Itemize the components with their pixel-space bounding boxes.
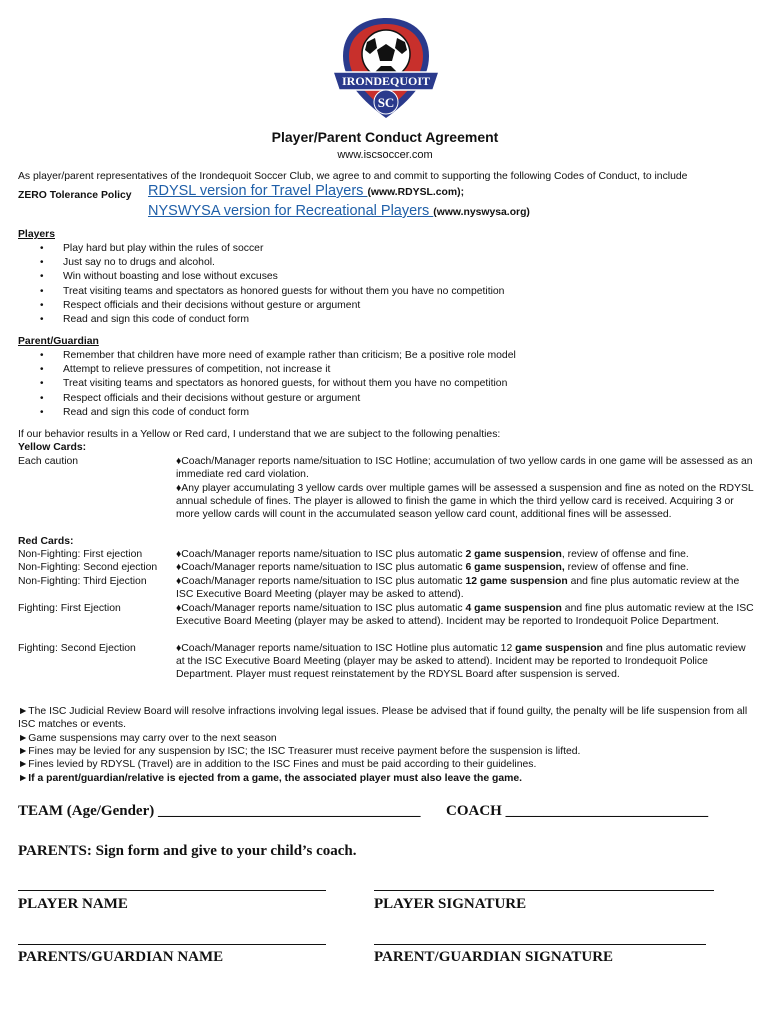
parents-list (18, 349, 516, 420)
rdysl-url: (www.RDYSL.com); (367, 187, 465, 198)
yellow-cards-heading: Yellow Cards: (18, 442, 87, 453)
note-item: ►Fines levied by RDYSL (Travel) are in addition to the ISC Fines and must be paid according to their guidelines. (18, 759, 537, 770)
rdysl-link[interactable]: RDYSL version for Travel Players (148, 183, 368, 199)
parent-signature-line[interactable] (374, 944, 706, 945)
svg-text:SC: SC (377, 95, 395, 110)
parents-instruction: PARENTS: Sign form and give to your child’s coach. (18, 843, 357, 859)
intro-text: As player/parent representatives of the Irondequoit Soccer Club, we agree to and commit to supporting the following Codes of Conduct, to include (18, 171, 688, 182)
rec-policy-line (148, 202, 530, 220)
red-card-label: Non-Fighting: First ejection (18, 549, 143, 560)
red-card-rule: ♦Coach/Manager reports name/situation to ISC plus automatic 4 game suspension and fine plus automatic review at the ISC Executive Board Meeting (player may be asked to attend). Incident may be reported to Irondequoit Police Department. (176, 603, 754, 628)
list-item: • Win without boasting and lose without excuses (18, 270, 504, 284)
list-item: • Read and sign this code of conduct form (18, 313, 504, 327)
list-item: • Respect officials and their decisions without gesture or argument (18, 392, 516, 406)
page-title: Player/Parent Conduct Agreement (271, 129, 499, 145)
penalties-intro: If our behavior results in a Yellow or Red card, I understand that we are subject to the following penalties: (18, 429, 501, 440)
website-text: www.iscsoccer.com (337, 149, 433, 161)
player-signature-label: PLAYER SIGNATURE (374, 896, 527, 912)
red-cards-heading: Red Cards: (18, 536, 74, 547)
red-card-label: Fighting: Second Ejection (18, 643, 136, 654)
yellow-card-rule-1: ♦Coach/Manager reports name/situation to ISC Hotline; accumulation of two yellow cards in one game will be assessed as an immediate red card violation. (176, 456, 753, 481)
list-item: • Respect officials and their decisions without gesture or argument (18, 299, 504, 313)
club-logo (325, 14, 447, 122)
team-field[interactable]: TEAM (Age/Gender) ___________________________________ (18, 803, 421, 819)
list-item: • Read and sign this code of conduct form (18, 406, 516, 420)
parent-name-label: PARENTS/GUARDIAN NAME (18, 949, 224, 965)
list-item: • Play hard but play within the rules of soccer (18, 242, 504, 256)
red-card-label: Fighting: First Ejection (18, 603, 121, 614)
svg-text:IRONDEQUOIT: IRONDEQUOIT (341, 74, 431, 88)
list-item: • Treat visiting teams and spectators as honored guests for without them you have no competition (18, 285, 504, 299)
note-item: ►Game suspensions may carry over to the next season (18, 733, 277, 744)
parent-name-line[interactable] (18, 944, 326, 945)
player-signature-line[interactable] (374, 890, 714, 891)
player-name-line[interactable] (18, 890, 326, 891)
players-list (18, 242, 504, 327)
note-item: ►The ISC Judicial Review Board will resolve infractions involving legal issues. Please be advised that if found guilty, the penalty will be life suspension from all ISC matches or events. (18, 706, 748, 731)
list-item: • Just say no to drugs and alcohol. (18, 256, 504, 270)
red-card-rule: ♦Coach/Manager reports name/situation to ISC plus automatic 12 game suspension and fine plus automatic review at the ISC Executive Board Meeting (player may be asked to attend). (176, 576, 740, 601)
red-card-label: Non-Fighting: Third Ejection (18, 576, 147, 587)
parents-heading: Parent/Guardian (18, 336, 99, 347)
nyswysa-link[interactable]: NYSWYSA version for Recreational Players (148, 203, 434, 219)
zero-tolerance-label: ZERO Tolerance Policy (18, 190, 132, 201)
players-heading: Players (18, 229, 55, 240)
parent-signature-label: PARENT/GUARDIAN SIGNATURE (374, 949, 614, 965)
yellow-card-rule-2: ♦Any player accumulating 3 yellow cards over multiple games will be assessed a suspension and fine as noted on the RDYSL annual schedule of fines. The player is allowed to finish the game in which the third yellow card is received. Acquiring 3 or more yellow cards will count in the accumulated season yellow card count, additional fines will be assessed. (176, 483, 754, 521)
note-item-bold: ►If a parent/guardian/relative is ejected from a game, the associated player must also leave the game. (18, 773, 523, 784)
note-item: ►Fines may be levied for any suspension by ISC; the ISC Treasurer must receive payment before the suspension is lifted. (18, 746, 581, 757)
coach-field[interactable]: COACH ___________________________ (446, 803, 709, 819)
yellow-card-label: Each caution (18, 456, 79, 467)
red-card-rule: ♦Coach/Manager reports name/situation to ISC Hotline plus automatic 12 game suspension and fine plus automatic review at the ISC Executive Board Meeting (player may be asked to attend). Incident may be reported to Irondequoit Police Department. Player must request reinstatement by the RDYSL Board after suspension is served. (176, 643, 746, 681)
list-item: • Treat visiting teams and spectators as honored guests, for without them you have no competition (18, 377, 516, 391)
nyswysa-url: (www.nyswysa.org) (433, 207, 530, 218)
travel-policy-line (148, 182, 464, 200)
red-card-rule: ♦Coach/Manager reports name/situation to ISC plus automatic 2 game suspension, review of offense and fine. (176, 549, 689, 560)
red-card-rule: ♦Coach/Manager reports name/situation to ISC plus automatic 6 game suspension, review of offense and fine. (176, 562, 689, 573)
list-item: • Remember that children have more need of example rather than criticism; Be a positive role model (18, 349, 516, 363)
list-item: • Attempt to relieve pressures of competition, not increase it (18, 363, 516, 377)
player-name-label: PLAYER NAME (18, 896, 128, 912)
red-card-label: Non-Fighting: Second ejection (18, 562, 158, 573)
